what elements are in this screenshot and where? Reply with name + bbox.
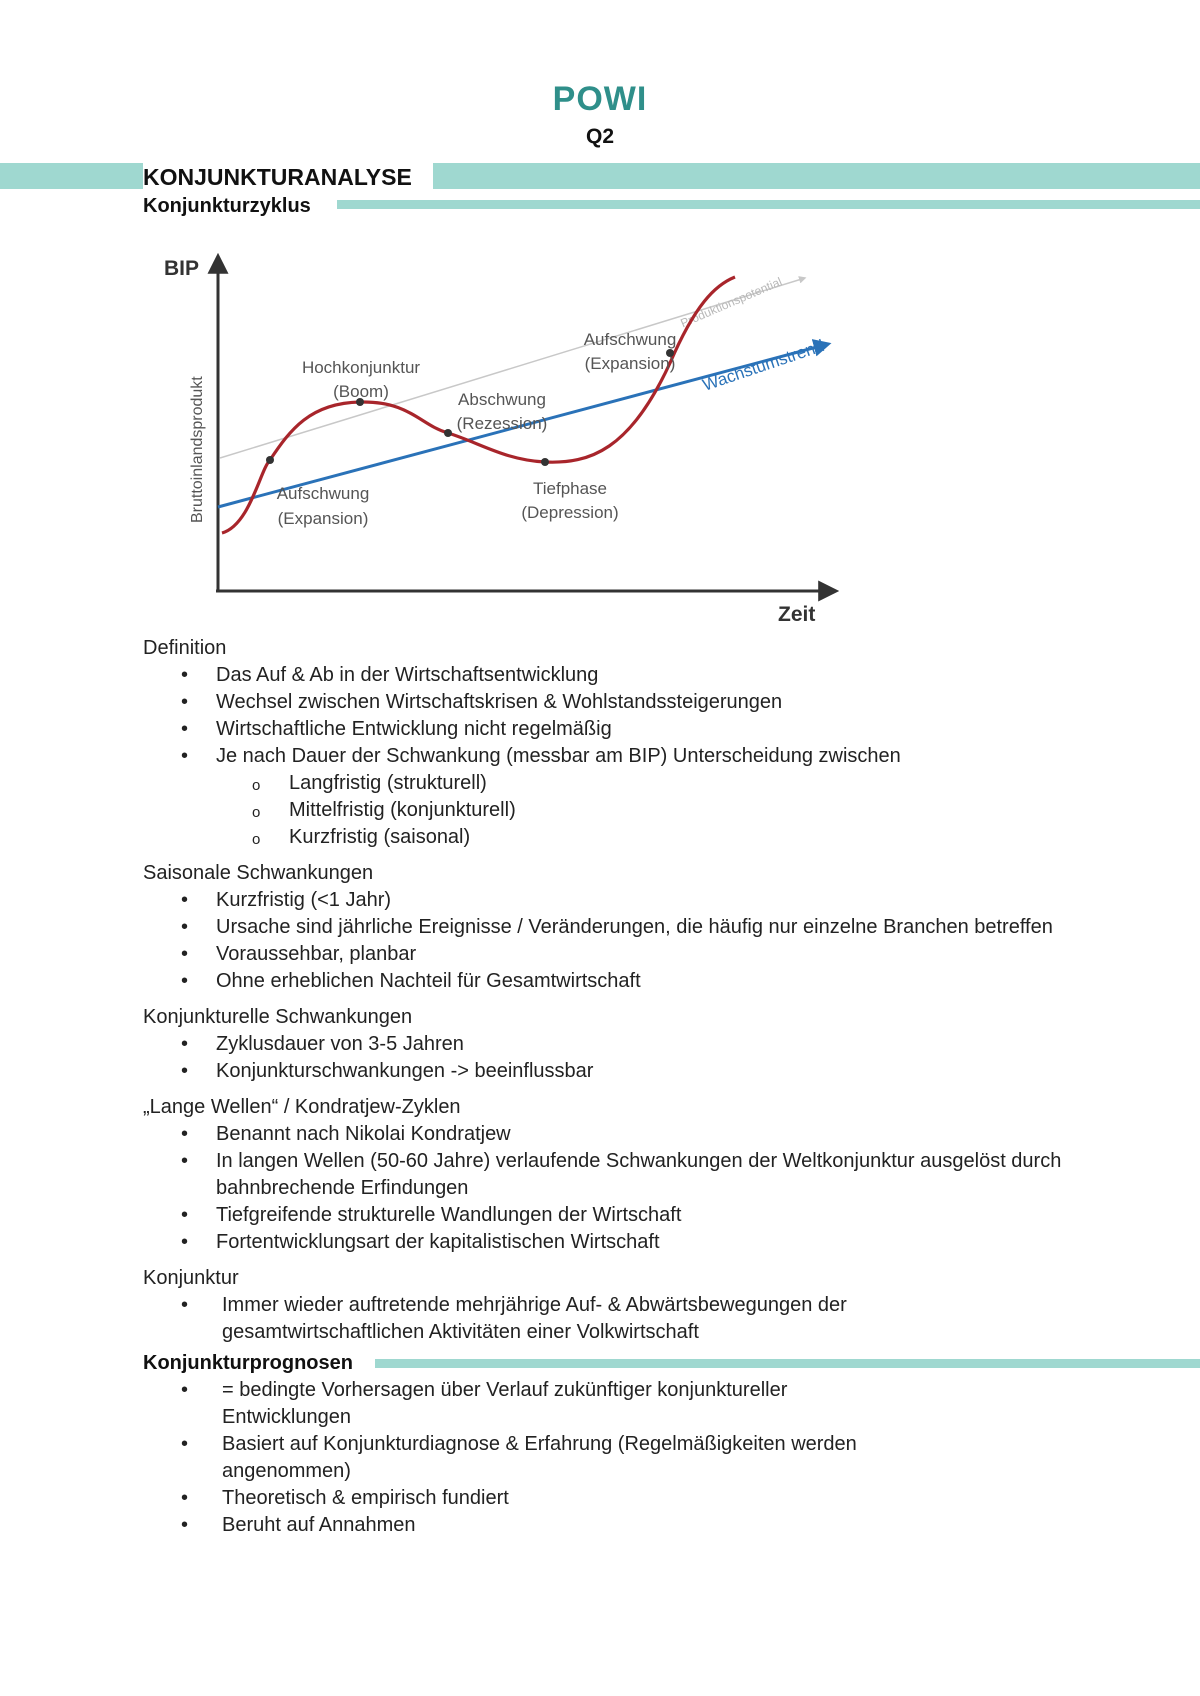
page-title: POWI (552, 80, 648, 118)
phase-sublabel-aufschwung-1: (Expansion) (277, 509, 369, 528)
y-axis-title: BIP (164, 257, 200, 280)
content (143, 635, 1103, 1548)
cycle-point-1 (266, 456, 274, 464)
phase-label-boom: Hochkonjunktur (301, 358, 421, 377)
y-axis-label: Bruttoinlandsprodukt (189, 376, 206, 523)
sub-list (216, 770, 1103, 851)
cycle-point-4 (541, 458, 549, 466)
sub-list-item: o Kurzfristig (saisonal) (216, 824, 1103, 851)
cycle-point-3 (444, 429, 452, 437)
phase-label-aufschwung-2: Aufschwung (583, 330, 677, 349)
x-axis-title: Zeit (778, 603, 816, 626)
wellen-list (143, 1121, 1103, 1256)
list-item: • Wirtschaftliche Entwicklung nicht regelmäßig (143, 716, 1103, 743)
list-item: • Theoretisch & empirisch fundiert (143, 1485, 913, 1512)
wellen-title: „Lange Wellen“ / Kondratjew-Zyklen (143, 1096, 461, 1118)
subheading-konjunkturprognosen (143, 1350, 1103, 1377)
phase-sublabel-boom: (Boom) (333, 382, 389, 401)
list-item: • Fortentwicklungsart der kapitalistischen Wirtschaft (143, 1229, 1083, 1256)
sub-list-item: o Mittelfristig (konjunkturell) (216, 797, 1103, 824)
list-item: • Immer wieder auftretende mehrjährige Auf- & Abwärtsbewegungen der gesamtwirtschaftlichen Aktivitäten einer Volkwirtschaft (143, 1292, 913, 1346)
saisonal-title: Saisonale Schwankungen (143, 862, 374, 884)
list-item: • Basiert auf Konjunkturdiagnose & Erfahrung (Regelmäßigkeiten werden angenommen) (143, 1431, 913, 1485)
heading-band-right (433, 163, 1200, 189)
list-item: • Wechsel zwischen Wirtschaftskrisen & Wohlstandssteigerungen (143, 689, 1103, 716)
list-item: • = bedingte Vorhersagen über Verlauf zukünftiger konjunktureller Entwicklungen (143, 1377, 913, 1431)
konjunktur-title: Konjunktur (143, 1267, 239, 1289)
phase-sublabel-tief: (Depression) (521, 503, 619, 522)
definition-list (143, 662, 1103, 851)
list-item: • Benannt nach Nikolai Kondratjew (143, 1121, 1083, 1148)
prognosen-list (143, 1377, 1103, 1539)
saisonal-list (143, 887, 1103, 995)
phase-label-aufschwung-1: Aufschwung (276, 484, 370, 503)
konjunkturell-title: Konjunkturelle Schwankungen (143, 1006, 413, 1028)
potential-label: Produktionspotential (678, 274, 784, 331)
phase-sublabel-abschwung: (Rezession) (456, 414, 548, 433)
business-cycle-diagram (150, 245, 850, 630)
definition-title: Definition (143, 637, 227, 659)
list-item: • Ohne erheblichen Nachteil für Gesamtwirtschaft (143, 968, 1103, 995)
list-item: • Ursache sind jährliche Ereignisse / Veränderungen, die häufig nur einzelne Branchen betreffen (143, 914, 1103, 941)
page-subtitle: Q2 (585, 125, 614, 148)
trend-label: Wachstumstrend (700, 336, 827, 395)
subheading-konjunkturzyklus: Konjunkturzyklus (143, 195, 321, 218)
list-item: • Konjunkturschwankungen -> beeinflussbar (143, 1058, 1103, 1085)
list-item: • Zyklusdauer von 3-5 Jahren (143, 1031, 1103, 1058)
list-item: • Kurzfristig (<1 Jahr) (143, 887, 1103, 914)
sub-list-item: o Langfristig (strukturell) (216, 770, 1103, 797)
konjunktur-list (143, 1292, 1103, 1346)
konjunkturell-list (143, 1031, 1103, 1085)
list-item (143, 743, 1103, 851)
phase-sublabel-aufschwung-2: (Expansion) (584, 354, 676, 373)
list-item: • Das Auf & Ab in der Wirtschaftsentwicklung (143, 662, 1103, 689)
heading-band-left (0, 163, 143, 189)
phase-label-abschwung: Abschwung (458, 390, 546, 409)
list-item: • Beruht auf Annahmen (143, 1512, 913, 1539)
phase-label-tief: Tiefphase (532, 479, 608, 498)
subheading-konjunkturprognosen-text: Konjunkturprognosen (143, 1352, 363, 1374)
list-item-text: Je nach Dauer der Schwankung (messbar am BIP) Unterscheidung zwischen (216, 745, 901, 767)
subheading-rule-zyklus (337, 200, 1200, 209)
list-item: • In langen Wellen (50-60 Jahre) verlaufende Schwankungen der Weltkonjunktur ausgelöst durch bahnbrechende Erfindungen (143, 1148, 1083, 1202)
list-item: • Tiefgreifende strukturelle Wandlungen der Wirtschaft (143, 1202, 1083, 1229)
section-heading-konjunkturanalyse: KONJUNKTURANALYSE (143, 164, 418, 191)
list-item: • Voraussehbar, planbar (143, 941, 1103, 968)
subheading-rule-prognosen (375, 1359, 1200, 1368)
